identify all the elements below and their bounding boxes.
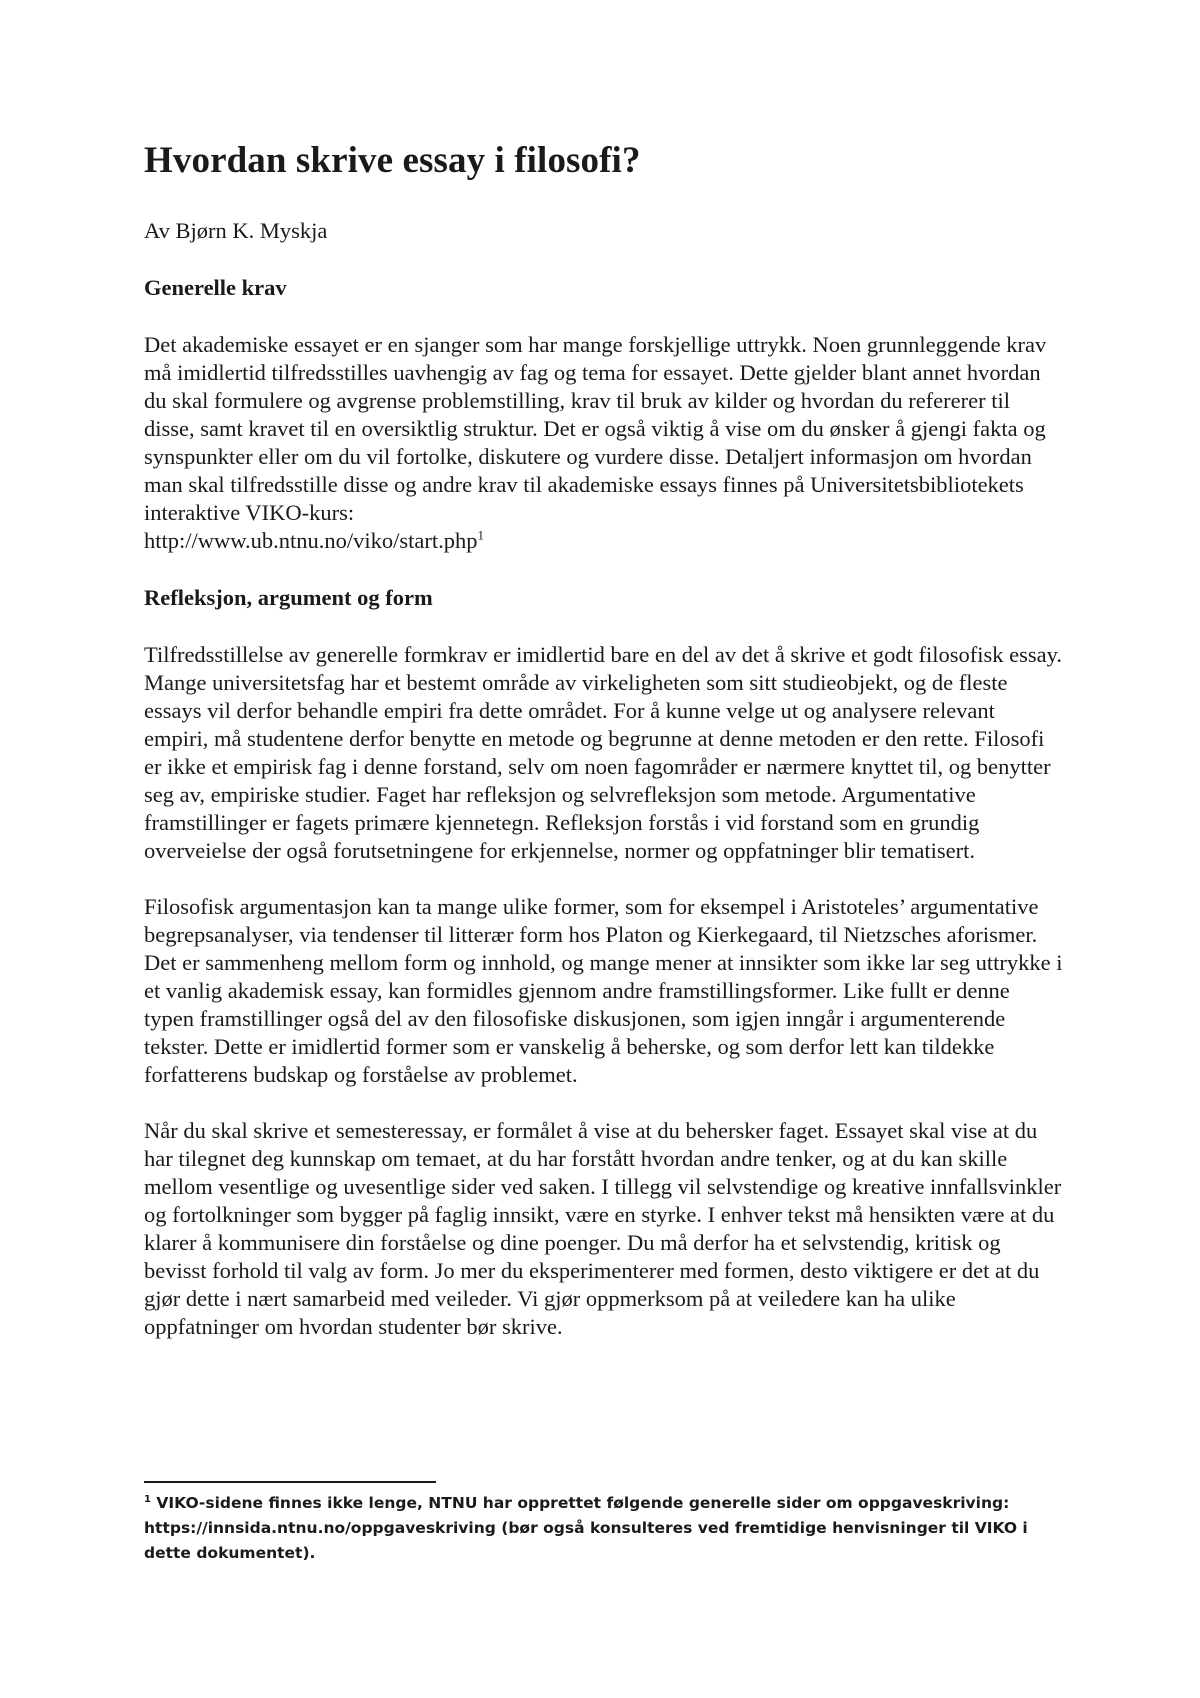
document-body — [144, 140, 1064, 1341]
footnote-reference[interactable]: 1 — [477, 527, 485, 543]
section-heading: Generelle krav — [144, 274, 287, 300]
document-title: Hvordan skrive essay i filosofi? — [144, 140, 641, 181]
footnote — [144, 1491, 1064, 1566]
body-paragraph: Filosofisk argumentasjon kan ta mange ulike former, som for eksempel i Aristoteles’ argumentative begrepsanalyser, via tendenser til litterær form hos Platon og Kierkegaard, til Nietzsches aforismer. Det er sammenheng mellom form og innhold, og mange mener at innsikter som ikke lar seg uttrykke i et vanlig akademisk essay, kan formidles gjennom andre framstillingsformer. Like fullt er denne typen framstillinger også del av den filosofiske diskusjonen, som igjen inngår i argumenterende tekster. Dette er imidlertid former som er vanskelig å beherske, og som derfor lett kan tildekke forfatterens budskap og forståelse av problemet. — [144, 893, 1063, 1087]
body-paragraph — [144, 331, 1064, 555]
body-paragraph: Når du skal skrive et semesteressay, er formålet å vise at du behersker faget. Essayet skal vise at du har tilegnet deg kunnskap om temaet, at du har forstått hvordan andre tenker, og at du kan skille mellom vesentlige og uvesentlige sider ved saken. I tillegg vil selvstendige og kreative innfallsvinkler og fortolkninger som bygger på faglig innsikt, være en styrke. I enhver tekst må hensikten være at du klarer å kommunisere din forståelse og dine poenger. Du må derfor ha et selvstendig, kritisk og bevisst forhold til valg av form. Jo mer du eksperimenterer med formen, desto viktigere er det at du gjør dette i nært samarbeid med veileder. Vi gjør oppmerksom på at veiledere kan ha ulike oppfatninger om hvordan studenter bør skrive. — [144, 1117, 1062, 1339]
author-line: Av Bjørn K. Myskja — [144, 217, 328, 243]
section-heading: Refleksjon, argument og form — [144, 584, 433, 610]
viko-link-text[interactable]: http://www.ub.ntnu.no/viko/start.php — [144, 527, 478, 553]
paragraph-text: Det akademiske essayet er en sjanger som har mange forskjellige uttrykk. Noen grunnleggende krav må imidlertid tilfredsstilles uavhengig av fag og tema for essayet. Dette gjelder blant annet hvordan du skal formulere og avgrense problemstilling, krav til bruk av kilder og hvordan du refererer til disse, samt kravet til en oversiktlig struktur. Det er også viktig å vise om du ønsker å gjengi fakta og synspunkter eller om du vil fortolke, diskutere og vurdere disse. Detaljert informasjon om hvordan man skal tilfredsstille disse og andre krav til akademiske essays finnes på Universitetsbibliotekets interaktive VIKO-kurs: — [144, 331, 1047, 525]
footnote-separator — [144, 1481, 436, 1483]
viko-link[interactable] — [144, 528, 484, 553]
footnote-number: 1 — [144, 1493, 151, 1505]
body-paragraph: Tilfredsstillelse av generelle formkrav er imidlertid bare en del av det å skrive et godt filosofisk essay. Mange universitetsfag har et bestemt område av virkeligheten som sitt studieobjekt, og de fleste essays vil derfor behandle empiri fra dette området. For å kunne velge ut og analysere relevant empiri, må studentene derfor benytte en metode og begrunne at denne metoden er den rette. Filosofi er ikke et empirisk fag i denne forstand, selv om noen fagområder er nærmere knyttet til, og benytter seg av, empiriske studier. Faget har refleksjon og selvrefleksjon som metode. Argumentative framstillinger er fagets primære kjennetegn. Refleksjon forstås i vid forstand som en grundig overveielse der også forutsetningene for erkjennelse, normer og oppfatninger blir tematisert. — [144, 641, 1063, 863]
footnote-text: VIKO-sidene finnes ikke lenge, NTNU har opprettet følgende generelle sider om oppgaveskriving: https://innsida.ntnu.no/oppgaveskriving (bør også konsulteres ved fremtidige henvisninger til VIKO i dette dokumentet). — [144, 1494, 1028, 1562]
